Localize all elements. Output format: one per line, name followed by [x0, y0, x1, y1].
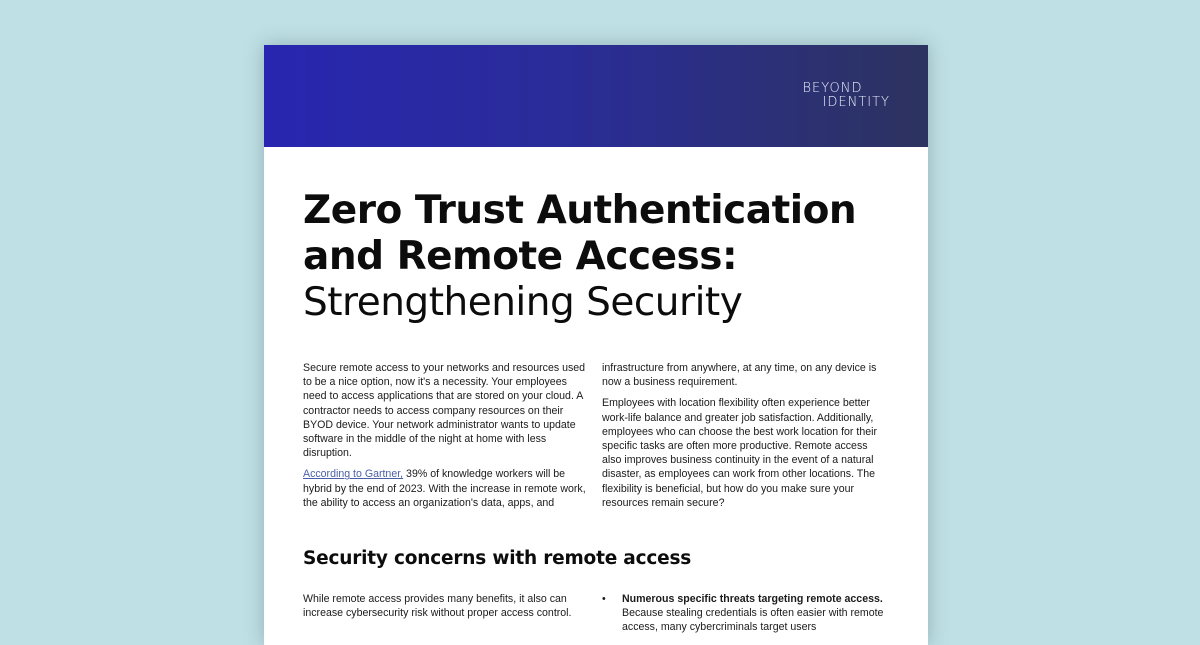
intro-column-left — [303, 361, 588, 517]
intro-paragraph-4: Employees with location flexibility often experience better work-life balance and greater job satisfaction. Additionally, employees who can choose the best work location for their specific tasks are often more productive. Remote access also improves business continuity in the event of a natural disaster, as employees can work from other locations. The flexibility is beneficial, but how do you make sure your resources remain secure? — [602, 397, 877, 509]
gartner-link[interactable]: According to Gartner, — [303, 468, 404, 481]
section-paragraph-1: While remote access provides many benefits, it also can increase cybersecurity risk without proper access control. — [303, 593, 572, 620]
intro-paragraph-2-text: 39% of knowledge workers will be hybrid by the end of 2023. With the increase in remote work, the ability to access an organization's data, apps, and — [303, 468, 586, 509]
bullet-icon: • — [602, 593, 606, 605]
title-line-3: Strengthening Security — [303, 280, 743, 325]
bullet-item — [602, 592, 892, 635]
document-page — [264, 45, 928, 645]
bullet-bold: Numerous specific threats targeting remote access. — [622, 593, 883, 605]
section-column-right — [602, 592, 892, 635]
intro-paragraph-1: Secure remote access to your networks and resources used to be a nice option, now it's a necessity. Your employees need to access applications that are stored on your cloud. A contractor needs to access company resources on their BYOD device. Your network administrator wants to update software in the middle of the night at home with less disruption. — [303, 362, 586, 460]
title-line-1: Zero Trust Authentication — [303, 188, 857, 233]
beyond-identity-logo — [803, 82, 890, 110]
bullet-body: Because stealing credentials is often easier with remote access, many cybercriminals target users — [622, 607, 884, 634]
section-column-left — [303, 592, 593, 627]
header-banner — [264, 45, 928, 147]
page-title — [303, 188, 903, 326]
title-line-2: and Remote Access: — [303, 234, 738, 279]
intro-paragraph-3: infrastructure from anywhere, at any time, on any device is now a business requirement. — [602, 362, 877, 389]
intro-paragraph-2 — [303, 467, 588, 510]
intro-column-right — [602, 361, 887, 517]
bullet-text — [622, 592, 892, 635]
logo-line-1: BEYOND — [802, 81, 863, 96]
section-heading: Security concerns with remote access — [303, 548, 692, 569]
logo-line-2: IDENTITY — [822, 95, 890, 110]
